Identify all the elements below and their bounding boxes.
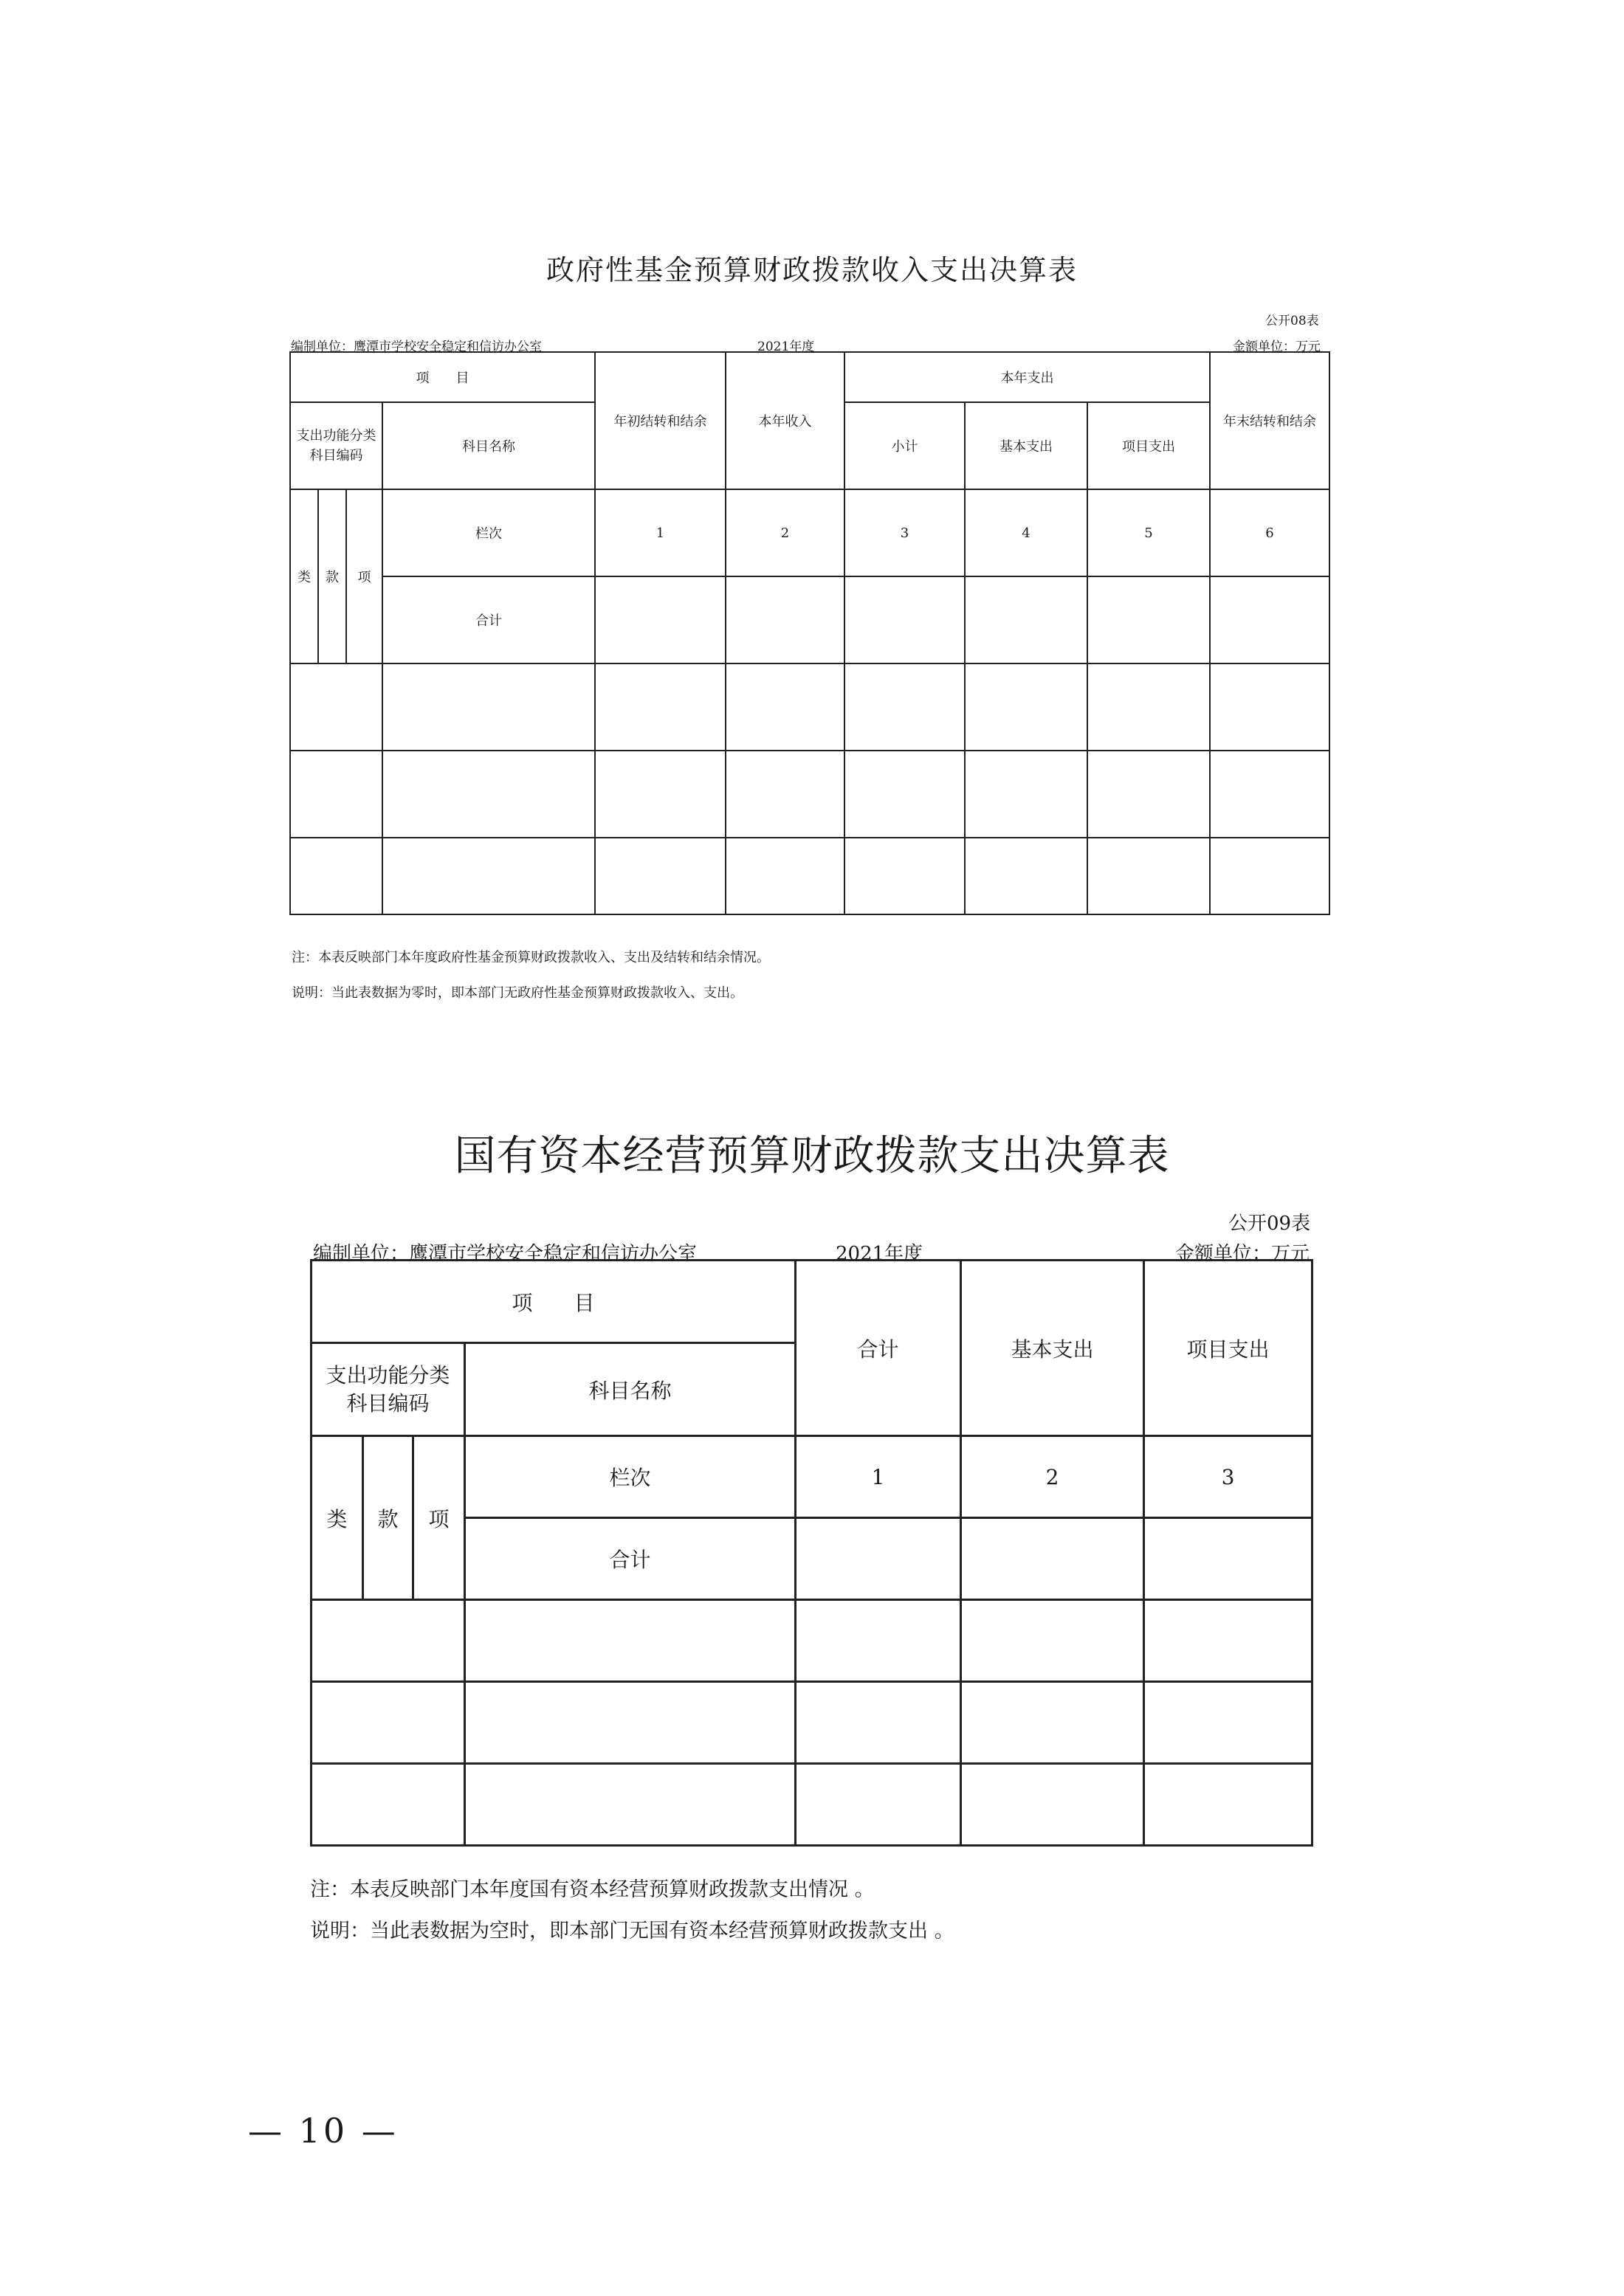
table-row [290, 663, 1329, 751]
table2-cell [796, 1518, 961, 1600]
table2-col-number: 1 [796, 1436, 961, 1518]
table-row [312, 1600, 1312, 1682]
table2-header-project: 项目支出 [1144, 1261, 1312, 1436]
table2-cell [961, 1518, 1144, 1600]
table2-amount-unit: 金额单位：万元 [1175, 1243, 1310, 1265]
table1-explanation: 说明：当此表数据为零时，即本部门无政府性基金预算财政拨款收入、支出。 [292, 985, 743, 1001]
table1-header-func-code: 支出功能分类科目编码 [290, 402, 382, 489]
table1-col-number: 5 [1087, 489, 1210, 576]
table1-header-project: 项目支出 [1087, 402, 1210, 489]
table1-cell [726, 576, 844, 663]
table2-grid [310, 1259, 1313, 1847]
table1-unit-label: 编制单位：鹰潭市学校安全稳定和信访办公室 [291, 339, 542, 354]
page-number: — 10 — [248, 2111, 399, 2151]
table-row [290, 838, 1329, 914]
table2-unit-label: 编制单位：鹰潭市学校安全稳定和信访办公室 [313, 1243, 698, 1265]
table2-cell [1144, 1518, 1312, 1600]
table-row [290, 751, 1329, 838]
table2-total-label: 合计 [465, 1518, 796, 1600]
table1-header-income: 本年收入 [726, 352, 844, 489]
table2-note: 注：本表反映部门本年度国有资本经营预算财政拨款支出情况 。 [310, 1878, 875, 1901]
table-row [312, 1682, 1312, 1764]
table1-header-lei: 类 [290, 489, 318, 663]
table1-form-code: 公开08表 [1265, 314, 1319, 328]
table2-header-lei: 类 [312, 1436, 363, 1600]
table1-cell [965, 576, 1087, 663]
table1-col-number: 3 [844, 489, 965, 576]
table1-grid [289, 351, 1330, 915]
table2-header-item: 项 目 [312, 1261, 796, 1343]
table1-col-number: 1 [595, 489, 726, 576]
table2-year-label: 2021年度 [836, 1243, 923, 1265]
table2-header-xiang: 项 [413, 1436, 465, 1600]
table2-header-basic: 基本支出 [961, 1261, 1144, 1436]
table1-col-number: 6 [1210, 489, 1329, 576]
table2-title: 国有资本经营预算财政拨款支出决算表 [454, 1132, 1170, 1180]
table1-amount-unit: 金额单位：万元 [1233, 339, 1321, 354]
table1-cell [595, 576, 726, 663]
table2-explanation: 说明：当此表数据为空时，即本部门无国有资本经营预算财政拨款支出 。 [310, 1920, 954, 1942]
table1-header-basic: 基本支出 [965, 402, 1087, 489]
table1-header-subtotal: 小计 [844, 402, 965, 489]
table1-col-number: 4 [965, 489, 1087, 576]
table1-header-subject-name: 科目名称 [382, 402, 595, 489]
table2-col-number: 2 [961, 1436, 1144, 1518]
table1-title: 政府性基金预算财政拨款收入支出决算表 [546, 254, 1078, 286]
table2-header-func-code: 支出功能分类科目编码 [312, 1343, 465, 1436]
table2-lanci-label: 栏次 [465, 1436, 796, 1518]
table-row [312, 1764, 1312, 1846]
table1-header-xiang: 项 [346, 489, 382, 663]
table2-header-total-col: 合计 [796, 1261, 961, 1436]
table2-header-subject-name: 科目名称 [465, 1343, 796, 1436]
table1-header-expense-group: 本年支出 [844, 352, 1210, 402]
table1-header-end-balance: 年末结转和结余 [1210, 352, 1329, 489]
table1-header-kuan: 款 [318, 489, 346, 663]
table2-header-kuan: 款 [363, 1436, 413, 1600]
table1-total-label: 合计 [382, 576, 595, 663]
table1-header-item: 项 目 [290, 352, 595, 402]
table2-form-code: 公开09表 [1228, 1213, 1311, 1235]
table1-col-number: 2 [726, 489, 844, 576]
table1-header-begin-balance: 年初结转和结余 [595, 352, 726, 489]
table1-year-label: 2021年度 [757, 339, 815, 354]
table1-cell [1210, 576, 1329, 663]
table1-cell [1087, 576, 1210, 663]
table1-cell [844, 576, 965, 663]
table2-col-number: 3 [1144, 1436, 1312, 1518]
table1-lanci-label: 栏次 [382, 489, 595, 576]
table1-note: 注：本表反映部门本年度政府性基金预算财政拨款收入、支出及结转和结余情况。 [292, 950, 770, 965]
